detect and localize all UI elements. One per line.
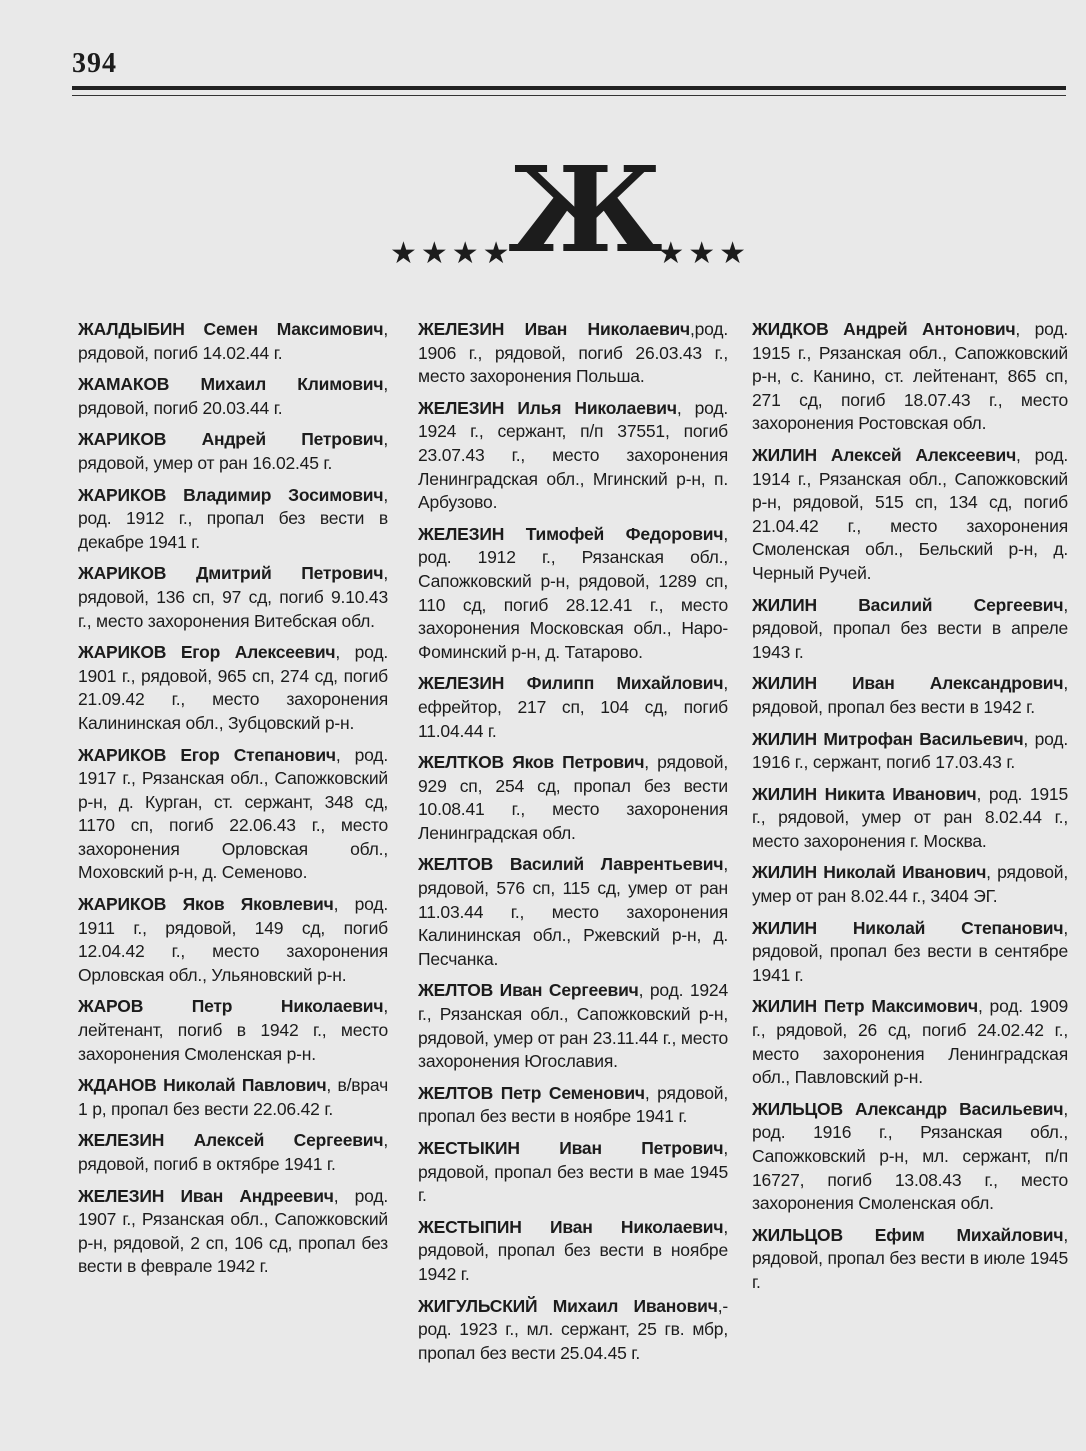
entry-details: , лейтенант, погиб в 1942 г., место захоронения Смоленская р-н. (78, 996, 388, 1064)
entry-details: , рядовой, пропал без вести в июле 1945 г. (752, 1224, 1068, 1292)
entry-details: , род. 1915 г., Рязанская обл., Сапожковский р-н, с. Канино, ст. лейтенант, 865 сп, 271 сд, погиб 18.07.43 г., место захоронения Ростовская обл. (752, 319, 1068, 434)
entry (418, 853, 728, 971)
entry-name: ЖИЛИН Никита Иванович (752, 783, 977, 804)
entry-name: ЖИДКОВ Андрей Антонович (752, 319, 1016, 339)
entry (78, 995, 388, 1066)
entry-name: ЖДАНОВ Николай Павлович (78, 1075, 327, 1096)
entry-details: , рядовой, пропал без вести в ноябре 1942 г. (418, 1216, 728, 1284)
heading-letter: Ж (508, 140, 663, 279)
entry (418, 1137, 728, 1208)
header-rule-thin (72, 95, 1066, 96)
entry-name: ЖАРИКОВ Дмитрий Петрович (78, 563, 384, 584)
entry-name: ЖИЛИН Алексей Алексеевич (752, 444, 1017, 465)
entry-details: , род. 1909 г., рядовой, 26 сд, погиб 24.02.42 г., место захоронения Ленинградская обл., Павловский р-н. (752, 996, 1068, 1088)
entry (78, 428, 388, 475)
entry-details: , в/врач 1 р, пропал без вести 22.06.42 г. (78, 1075, 389, 1119)
entry (752, 594, 1068, 665)
entry-details: , род. 1912 г., пропал без вести в декабре 1941 г. (78, 484, 388, 552)
entry-details: , рядовой, пропал без вести в ноябре 1941 г. (418, 1082, 728, 1127)
entry-details: , рядовой, умер от ран 8.02.44 г., 3404 ЭГ. (752, 862, 1068, 907)
entry-details: , рядовой, погиб 20.03.44 г. (78, 374, 388, 418)
entry (752, 995, 1068, 1089)
entry (418, 397, 728, 515)
entry (752, 1224, 1068, 1295)
entry (78, 484, 388, 555)
entry-name: ЖИЛИН Митрофан Васильевич (752, 728, 1024, 749)
entry (78, 1185, 388, 1279)
entry-name: ЖЕЛЕЗИН Алексей Сергеевич (78, 1130, 384, 1151)
entry-details: , рядовой, пропал без вести в сентябре 1941 г. (752, 917, 1068, 985)
entry-details: , род. 1915 г., рядовой, умер от ран 8.02.44 г., место захоронения г. Москва. (752, 783, 1068, 851)
entry-name: ЖЕСТЫКИН Иван Петрович (418, 1138, 724, 1158)
entry (418, 523, 728, 665)
entry-details: , рядовой, пропал без вести в мае 1945 г. (418, 1138, 728, 1206)
entry (78, 373, 388, 420)
entry-name: ЖАРОВ Петр Николаевич (78, 996, 384, 1017)
column-1 (78, 318, 388, 1287)
entry-name: ЖАРИКОВ Владимир Зосимович (78, 484, 384, 505)
entry (752, 318, 1068, 436)
entry (78, 562, 388, 633)
entry (418, 318, 728, 389)
entry (78, 318, 388, 365)
entry-name: ЖИЛИН Василий Сергеевич (752, 594, 1064, 615)
entry-name: ЖЕЛТКОВ Яков Петрович (418, 752, 645, 773)
section-heading (388, 140, 758, 279)
entry (78, 744, 388, 886)
entry-details: , рядовой, погиб в октябре 1941 г. (78, 1130, 388, 1174)
entry-details: , рядовой, пропал без вести в 1942 г. (752, 673, 1068, 717)
column-3 (752, 318, 1068, 1303)
entry (418, 1216, 728, 1287)
entry (418, 979, 728, 1073)
entry (418, 1295, 728, 1366)
entry (752, 783, 1068, 854)
entry (78, 1129, 388, 1176)
entry (418, 672, 728, 743)
entry-details: , рядовой, умер от ран 16.02.45 г. (78, 429, 388, 473)
entry-name: ЖЕЛТОВ Петр Семенович (418, 1082, 645, 1103)
entry-name: ЖИЛИН Петр Максимович (752, 996, 978, 1017)
entry (752, 728, 1068, 775)
entry-name: ЖАРИКОВ Андрей Петрович (78, 429, 384, 450)
entry-details: , рядовой, погиб 14.02.44 г. (78, 319, 388, 363)
entry-details: , род. 1924 г., Рязанская обл., Сапожковский р-н, рядовой, умер от ран 23.11.44 г., место захоронения Югославия. (418, 980, 728, 1072)
stars-right: ★★★ (657, 237, 750, 270)
entry-name: ЖИЛЬЦОВ Ефим Михайлович (752, 1224, 1064, 1245)
entry-name: ЖИЛИН Иван Александрович (752, 673, 1064, 694)
entry-name: ЖИЛИН Николай Иванович (752, 862, 987, 883)
entry (78, 641, 388, 735)
entry-name: ЖЕЛТОВ Иван Сергеевич (418, 980, 639, 1001)
entry-name: ЖИЛИН Николай Степанович (752, 917, 1064, 938)
entry-details: , рядовой, 136 сп, 97 сд, погиб 9.10.43 г., место захоронения Витебская обл. (78, 563, 388, 631)
entry-details: , род. 1911 г., рядовой, 149 сд, погиб 12.04.42 г., место захоронения Орловская обл., Ульяновский р-н. (78, 894, 388, 985)
entry-name: ЖАРИКОВ Яков Яковлевич (78, 894, 334, 915)
entry-details: , род. 1916 г., Рязанская обл., Сапожковский р-н, мл. сержант, п/п 16727, погиб 13.08.43 г., место захоронения Смоленская обл. (752, 1098, 1068, 1214)
entry-name: ЖЕСТЫПИН Иван Николаевич (418, 1216, 724, 1237)
entry-details: , род. 1924 г., сержант, п/п 37551, погиб 23.07.43 г., место захоронения Ленинградская обл., Мгинский р-н, п. Арбузово. (418, 397, 728, 513)
entry (752, 917, 1068, 988)
entry-name: ЖЕЛЕЗИН Иван Николаевич (418, 319, 690, 339)
entry-details: , рядовой, пропал без вести в апреле 1943 г. (752, 594, 1068, 662)
entry-details: , род. 1917 г., Рязанская обл., Сапожковский р-н, д. Курган, ст. сержант, 348 сд, 1170 сп, погиб 22.06.43 г., место захоронения Орловская обл., Моховский р-н, д. Семеново. (78, 744, 388, 883)
entry-name: ЖЕЛТОВ Василий Лаврентьевич (418, 854, 724, 875)
entry-details: , род. 1907 г., Рязанская обл., Сапожковский р-н, рядовой, 2 сп, 106 сд, пропал без вести в феврале 1942 г. (78, 1185, 389, 1277)
entry-name: ЖИЛЬЦОВ Александр Васильевич (752, 1098, 1064, 1119)
entry-details: , рядовой, 576 сп, 115 сд, умер от ран 11.03.44 г., место захоронения Калининская обл., Ржевский р-н, д. Песчанка. (418, 854, 728, 969)
entry (418, 751, 728, 845)
entry-name: ЖИГУЛЬСКИЙ Михаил Иванович (418, 1295, 718, 1316)
entry-details: , ефрейтор, 217 сп, 104 сд, погиб 11.04.44 г. (418, 673, 728, 741)
page-number: 394 (72, 48, 117, 79)
entry-name: ЖАЛДЫБИН Семен Максимович (78, 319, 384, 339)
entry-details: ,-род. 1923 г., мл. сержант, 25 гв. мбр, пропал без вести 25.04.45 г. (418, 1295, 728, 1363)
entry-details: ,род. 1906 г., рядовой, погиб 26.03.43 г., место захоронения Польша. (418, 319, 728, 387)
entry-name: ЖЕЛЕЗИН Иван Андреевич (78, 1185, 334, 1206)
entry-name: ЖАРИКОВ Егор Алексеевич (78, 642, 336, 663)
entry-details: , род. 1912 г., Рязанская обл., Сапожковский р-н, рядовой, 1289 сп, 110 сд, погиб 28.12.41 г., место захоронения Московская обл., Наро-Фоминский р-н, д. Татарово. (418, 523, 728, 662)
entry (752, 861, 1068, 908)
entry-name: ЖЕЛЕЗИН Филипп Михайлович (418, 673, 724, 694)
header-rule-thick (72, 86, 1066, 90)
entry-details: , род. 1916 г., сержант, погиб 17.03.43 г. (752, 728, 1068, 773)
entry (752, 444, 1068, 586)
entry-name: ЖЕЛЕЗИН Илья Николаевич (418, 397, 677, 418)
entry (78, 893, 388, 987)
entries-columns (78, 318, 1068, 1408)
entry (752, 672, 1068, 719)
entry-details: , рядовой, 929 сп, 254 сд, пропал без вести 10.08.41 г., место захоронения Ленинградская обл. (418, 752, 728, 843)
column-2 (418, 318, 728, 1373)
stars-left: ★★★★ (390, 237, 514, 270)
entry-details: , род. 1901 г., рядовой, 965 сп, 274 сд, погиб 21.09.42 г., место захоронения Калининская обл., Зубцовский р-н. (78, 642, 388, 733)
entry-name: ЖАРИКОВ Егор Степанович (78, 744, 336, 765)
entry (752, 1098, 1068, 1216)
entry-name: ЖАМАКОВ Михаил Климович (78, 374, 384, 395)
entry-details: , род. 1914 г., Рязанская обл., Сапожковский р-н, рядовой, 515 сп, 134 сд, погиб 21.04.42 г., место захоронения Смоленская обл., Бельский р-н, д. Черный Ручей. (752, 444, 1069, 583)
entry (78, 1074, 388, 1121)
entry (418, 1082, 728, 1129)
entry-name: ЖЕЛЕЗИН Тимофей Федорович (418, 523, 724, 544)
